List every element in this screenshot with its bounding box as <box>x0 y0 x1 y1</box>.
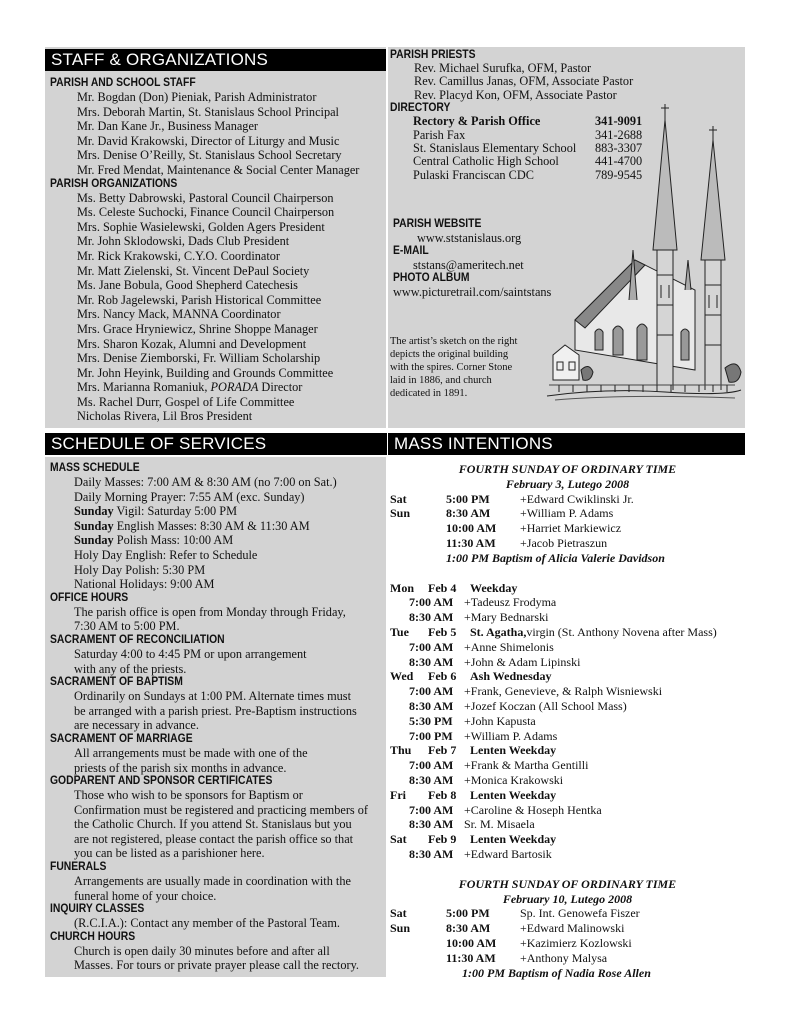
sponsor-certificates-line: the Catholic Church. If you attend St. Stanislaus but you <box>74 817 352 832</box>
intention-row <box>390 521 745 536</box>
directory-phone: 789-9545 <box>595 167 643 182</box>
office-hours-line: The parish office is open from Monday through Friday, <box>74 604 346 619</box>
church-hours-heading: CHURCH HOURS <box>50 930 136 943</box>
list-item: Mrs. Sophie Wasielewski, Golden Agers President <box>77 219 325 234</box>
intention-time: 11:30 AM <box>446 950 496 965</box>
baptism-line: be arranged with a parish priest. Pre-Baptism instructions <box>74 703 357 718</box>
intention-day: Sat <box>390 491 407 506</box>
intention-name: +Frank & Martha Gentilli <box>464 758 589 773</box>
weekday-day: Mon <box>390 580 414 595</box>
weekday-label <box>470 788 556 803</box>
list-item: Mr. John Heyink, Building and Grounds Committee <box>77 365 334 380</box>
weekday-date: Feb 5 <box>428 624 457 639</box>
intention-name: +Anthony Malysa <box>520 950 608 965</box>
list-item: Ms. Jane Bobula, Good Shepherd Catechesis <box>77 278 298 293</box>
weekday-label <box>470 832 556 847</box>
email-heading: E-MAIL <box>393 245 429 257</box>
intention-row <box>390 803 745 818</box>
intention-row <box>390 906 745 921</box>
marriage-line: priests of the parish six months in advance. <box>74 760 287 775</box>
caption-line: dedicated in 1891. <box>390 388 468 399</box>
mass-schedule-line <box>50 519 385 534</box>
sponsor-certificates-line: you can be listed as a parishioner here. <box>74 846 265 861</box>
intention-row <box>390 817 745 832</box>
week2-rows <box>390 906 745 965</box>
intention-row <box>390 610 745 625</box>
weekday-feast: Lenten Weekday <box>470 743 557 758</box>
intention-row <box>390 492 745 507</box>
intention-name: +Jacob Pietraszun <box>520 535 608 550</box>
intention-time: 8:30 AM <box>409 846 454 861</box>
intention-row <box>390 595 745 610</box>
directory-phone: 883-3307 <box>595 141 643 156</box>
intention-time: 8:30 AM <box>446 921 491 936</box>
baptism-line: are necessary in advance. <box>74 718 199 733</box>
week1-baptism: 1:00 PM Baptism of Alicia Valerie Davidson <box>446 550 665 565</box>
church-sketch-illustration <box>545 100 743 405</box>
mass-intentions-content <box>390 462 745 980</box>
weekday-note: virgin (St. Anthony Novena after Mass) <box>526 624 717 639</box>
intention-name: +Edward Cwiklinski Jr. <box>520 491 634 506</box>
caption-line: The artist’s sketch on the right <box>390 336 518 347</box>
weekday-date: Feb 8 <box>428 787 457 802</box>
intention-name: +Edward Bartosik <box>464 846 552 861</box>
week2-baptism: 1:00 PM Baptism of Nadia Rose Allen <box>462 965 651 980</box>
caption-line: depicts the original building <box>390 349 509 360</box>
intention-time: 5:00 PM <box>446 906 490 921</box>
funerals-line: Arrangements are usually made in coordination with the <box>74 874 351 889</box>
photo-album-link[interactable]: www.picturetrail.com/saintstans <box>393 285 552 299</box>
weekday-day: Sat <box>390 832 407 847</box>
office-hours-heading: OFFICE HOURS <box>50 591 129 604</box>
weekday-feast: Weekday <box>470 580 518 595</box>
intention-time: 7:00 AM <box>409 595 454 610</box>
mass-schedule-line <box>50 490 385 505</box>
mass-schedule-line <box>50 475 385 490</box>
intention-day: Sun <box>390 921 411 936</box>
intention-time: 10:00 AM <box>446 935 497 950</box>
reconciliation-heading: SACRAMENT OF RECONCILIATION <box>50 633 225 646</box>
sketch-caption <box>390 335 560 400</box>
intention-row <box>390 921 745 936</box>
intention-name: +John & Adam Lipinski <box>464 654 581 669</box>
mass-schedule-day: Sunday <box>74 518 114 533</box>
weekday-label <box>470 669 551 684</box>
mass-schedule-line <box>50 577 385 592</box>
weekday-label <box>470 624 717 640</box>
intention-name: +Monica Krakowski <box>464 772 564 787</box>
mass-schedule-text: Polish Mass: 10:00 AM <box>113 533 234 548</box>
intention-name: +Mary Bednarski <box>464 610 549 625</box>
week2-date: February 10, Lutego 2008 <box>502 891 633 906</box>
intention-name: +Jozef Koczan (All School Mass) <box>464 698 627 713</box>
mass-schedule-text: Vigil: Saturday 5:00 PM <box>113 504 238 519</box>
intention-time: 8:30 AM <box>409 772 454 787</box>
parish-orgs-list <box>50 191 385 381</box>
intention-name: Sp. Int. Genowefa Fiszer <box>520 906 640 921</box>
weekday-heading <box>390 669 745 684</box>
staff-header: STAFF & ORGANIZATIONS <box>45 49 386 71</box>
list-item: Mrs. Denise O’Reilly, St. Stanislaus School Secretary <box>77 148 342 163</box>
weekday-heading <box>390 832 745 847</box>
directory-phone: 341-9091 <box>595 114 643 129</box>
intention-row <box>390 655 745 670</box>
email-link[interactable]: ststans@ameritech.net <box>413 258 524 272</box>
weekday-feast: Lenten Weekday <box>470 787 557 802</box>
intention-row <box>390 684 745 699</box>
schedule-content <box>50 462 385 973</box>
weekday-day: Fri <box>390 787 406 802</box>
list-item: Ms. Rachel Durr, Gospel of Life Committee <box>77 394 295 409</box>
intention-name: Sr. M. Misaela <box>464 817 535 832</box>
mass-schedule-text: Daily Masses: 7:00 AM & 8:30 AM (no 7:00 on Sat.) <box>74 475 337 489</box>
weekday-date: Feb 6 <box>428 669 457 684</box>
list-item: Mr. Dan Kane Jr., Business Manager <box>77 119 259 134</box>
staff-content <box>50 77 385 424</box>
priest-item: Rev. Camillus Janas, OFM, Associate Pastor <box>414 74 634 89</box>
website-link[interactable]: www.ststanislaus.org <box>417 231 522 245</box>
weekday-date: Feb 9 <box>428 832 457 847</box>
intention-name: +William P. Adams <box>464 728 558 743</box>
intention-time: 8:30 AM <box>409 698 454 713</box>
weekday-feast: Ash Wednesday <box>470 669 552 684</box>
funerals-line: funeral home of your choice. <box>74 888 217 903</box>
intention-row <box>390 758 745 773</box>
weekday-heading <box>390 788 745 803</box>
mass-schedule-heading: MASS SCHEDULE <box>50 462 140 474</box>
school-staff-heading: PARISH AND SCHOOL STAFF <box>50 77 196 89</box>
weekday-intentions <box>390 581 745 862</box>
intention-time: 7:00 PM <box>409 728 453 743</box>
weekday-label <box>470 581 517 596</box>
reconciliation-line: with any of the priests. <box>74 661 187 676</box>
church-hours-line: Masses. For tours or private prayer please call the rectory. <box>74 958 360 973</box>
mass-schedule-day: Sunday <box>74 504 114 519</box>
intention-row <box>390 536 745 551</box>
mass-schedule-line <box>50 563 385 578</box>
weekday-heading <box>390 581 745 596</box>
intention-name: +William P. Adams <box>520 506 614 521</box>
parish-orgs-tail <box>50 395 385 424</box>
parish-orgs-heading: PARISH ORGANIZATIONS <box>50 177 178 190</box>
list-item: Mrs. Sharon Kozak, Alumni and Development <box>77 336 307 351</box>
weekday-heading <box>390 743 745 758</box>
intention-time: 10:00 AM <box>446 521 497 536</box>
weekday-date: Feb 7 <box>428 743 457 758</box>
weekday-day: Thu <box>390 743 412 758</box>
mass-schedule-text: Holy Day Polish: 5:30 PM <box>74 562 206 577</box>
weekday-feast: Lenten Weekday <box>470 832 557 847</box>
intention-time: 7:00 AM <box>409 758 454 773</box>
intention-time: 7:00 AM <box>409 802 454 817</box>
intention-time: 8:30 AM <box>409 817 454 832</box>
week1-date: February 3, Lutego 2008 <box>505 476 630 491</box>
intention-row <box>390 773 745 788</box>
weekday-day: Wed <box>390 669 414 684</box>
intention-name: +Edward Malinowski <box>520 921 625 936</box>
mass-schedule-text: English Masses: 8:30 AM & 11:30 AM <box>113 518 310 533</box>
directory-name: Pulaski Franciscan CDC <box>413 167 534 182</box>
list-item: Nicholas Rivera, Lil Bros President <box>77 409 253 424</box>
list-item: Mr. Fred Mendat, Maintenance & Social Center Manager <box>77 162 360 177</box>
priests-list <box>390 62 740 102</box>
week1-title: FOURTH SUNDAY OF ORDINARY TIME <box>458 462 677 476</box>
mass-schedule-text: National Holidays: 9:00 AM <box>74 577 215 592</box>
mass-intentions-header: MASS INTENTIONS <box>388 433 745 455</box>
office-hours-line: 7:30 AM to 5:00 PM. <box>74 619 180 634</box>
intention-time: 7:00 AM <box>409 639 454 654</box>
weekday-day: Tue <box>390 624 409 639</box>
marriage-heading: SACRAMENT OF MARRIAGE <box>50 732 193 745</box>
inquiry-classes-heading: INQUIRY CLASSES <box>50 903 145 916</box>
list-item: Ms. Celeste Suchocki, Finance Council Chairperson <box>77 205 335 220</box>
mass-schedule-line <box>50 504 385 519</box>
intention-name: +Harriet Markiewicz <box>520 521 622 536</box>
list-item: Mrs. Marianna Romaniuk, PORADA Director <box>77 380 303 395</box>
inquiry-classes-line: (R.C.I.A.): Contact any member of the Pastoral Team. <box>74 916 340 931</box>
baptism-line: Ordinarily on Sundays at 1:00 PM. Alternate times must <box>74 689 351 704</box>
list-item: Mrs. Nancy Mack, MANNA Coordinator <box>77 307 281 322</box>
intention-row <box>390 729 745 744</box>
mass-schedule-line <box>50 548 385 563</box>
intention-time: 11:30 AM <box>446 535 496 550</box>
school-staff-list <box>50 90 385 178</box>
intention-row <box>390 951 745 966</box>
directory-name: Central Catholic High School <box>413 154 559 169</box>
intention-name: +Anne Shimelonis <box>464 639 554 654</box>
mass-schedule-day: Sunday <box>74 533 114 548</box>
baptism-heading: SACRAMENT OF BAPTISM <box>50 676 183 689</box>
directory-phone: 441-4700 <box>595 154 643 169</box>
marriage-line: All arrangements must be made with one of the <box>74 745 308 760</box>
sponsor-certificates-heading: GODPARENT AND SPONSOR CERTIFICATES <box>50 775 273 788</box>
photo-album-heading: PHOTO ALBUM <box>393 272 470 284</box>
weekday-date: Feb 4 <box>428 580 457 595</box>
mass-schedule-text: Daily Morning Prayer: 7:55 AM (exc. Sunday) <box>74 489 305 504</box>
intention-time: 8:30 AM <box>409 610 454 625</box>
list-item: Mr. John Sklodowski, Dads Club President <box>77 234 290 249</box>
list-item: Mr. Rob Jagelewski, Parish Historical Committee <box>77 292 322 307</box>
caption-line: with the spires. Corner Stone <box>390 362 513 373</box>
list-item: Mr. Matt Zielenski, St. Vincent DePaul Society <box>77 263 310 278</box>
sponsor-certificates-line: are not registered, please contact the parish office so that <box>74 831 354 846</box>
weekday-heading <box>390 625 745 640</box>
mass-schedule-line <box>50 533 385 548</box>
intention-name: +Caroline & Hoseph Hentka <box>464 802 602 817</box>
list-item: Mr. David Krakowski, Director of Liturgy and Music <box>77 133 340 148</box>
intention-name: +Kazimierz Kozlowski <box>520 935 632 950</box>
funerals-heading: FUNERALS <box>50 861 107 874</box>
intention-name: +John Kapusta <box>464 713 536 728</box>
intention-row <box>390 714 745 729</box>
directory-heading: DIRECTORY <box>390 102 451 115</box>
intention-day: Sun <box>390 506 411 521</box>
directory-phone: 341-2688 <box>595 127 643 142</box>
directory-name: St. Stanislaus Elementary School <box>413 141 577 156</box>
intention-time: 8:30 AM <box>446 506 491 521</box>
intention-row <box>390 640 745 655</box>
intention-name: +Frank, Genevieve, & Ralph Wisniewski <box>464 684 663 699</box>
church-hours-line: Church is open daily 30 minutes before and after all <box>74 943 330 958</box>
caption-line: laid in 1886, and church <box>390 375 492 386</box>
directory-name: Rectory & Parish Office <box>413 114 541 129</box>
website-heading: PARISH WEBSITE <box>393 218 482 230</box>
intention-row <box>390 936 745 951</box>
weekday-label <box>470 743 556 758</box>
list-item: Ms. Betty Dabrowski, Pastoral Council Chairperson <box>77 190 334 205</box>
intention-row <box>390 847 745 862</box>
list-item: Mrs. Denise Ziemborski, Fr. William Scholarship <box>77 351 321 366</box>
intention-name: +Tadeusz Frodyma <box>464 595 557 610</box>
sponsor-certificates-line: Confirmation must be registered and practicing members of <box>74 802 369 817</box>
intention-row <box>390 699 745 714</box>
intention-time: 7:00 AM <box>409 684 454 699</box>
reconciliation-line: Saturday 4:00 to 4:45 PM or upon arrangement <box>74 646 307 661</box>
schedule-header: SCHEDULE OF SERVICES <box>45 433 387 455</box>
intention-time: 5:00 PM <box>446 491 490 506</box>
list-item: Mr. Bogdan (Don) Pieniak, Parish Administrator <box>77 90 317 104</box>
list-item: Mrs. Deborah Martin, St. Stanislaus School Principal <box>77 104 339 119</box>
intention-row <box>390 506 745 521</box>
mass-schedule-text: Holy Day English: Refer to Schedule <box>74 547 258 562</box>
week1-rows <box>390 492 745 551</box>
weekday-feast: St. Agatha, <box>470 624 527 639</box>
priest-item: Rev. Placyd Kon, OFM, Associate Pastor <box>414 87 617 102</box>
list-item: Mr. Rick Krakowski, C.Y.O. Coordinator <box>77 248 281 263</box>
directory-name: Parish Fax <box>413 127 466 142</box>
intention-time: 8:30 AM <box>409 654 454 669</box>
priest-item: Rev. Michael Surufka, OFM, Pastor <box>414 61 592 75</box>
priests-heading: PARISH PRIESTS <box>390 49 476 61</box>
sponsor-certificates-line: Those who wish to be sponsors for Baptism or <box>74 788 303 803</box>
intention-time: 5:30 PM <box>409 713 453 728</box>
list-item: Mrs. Grace Hryniewicz, Shrine Shoppe Manager <box>77 321 318 336</box>
intention-day: Sat <box>390 906 407 921</box>
week2-title: FOURTH SUNDAY OF ORDINARY TIME <box>458 876 677 891</box>
